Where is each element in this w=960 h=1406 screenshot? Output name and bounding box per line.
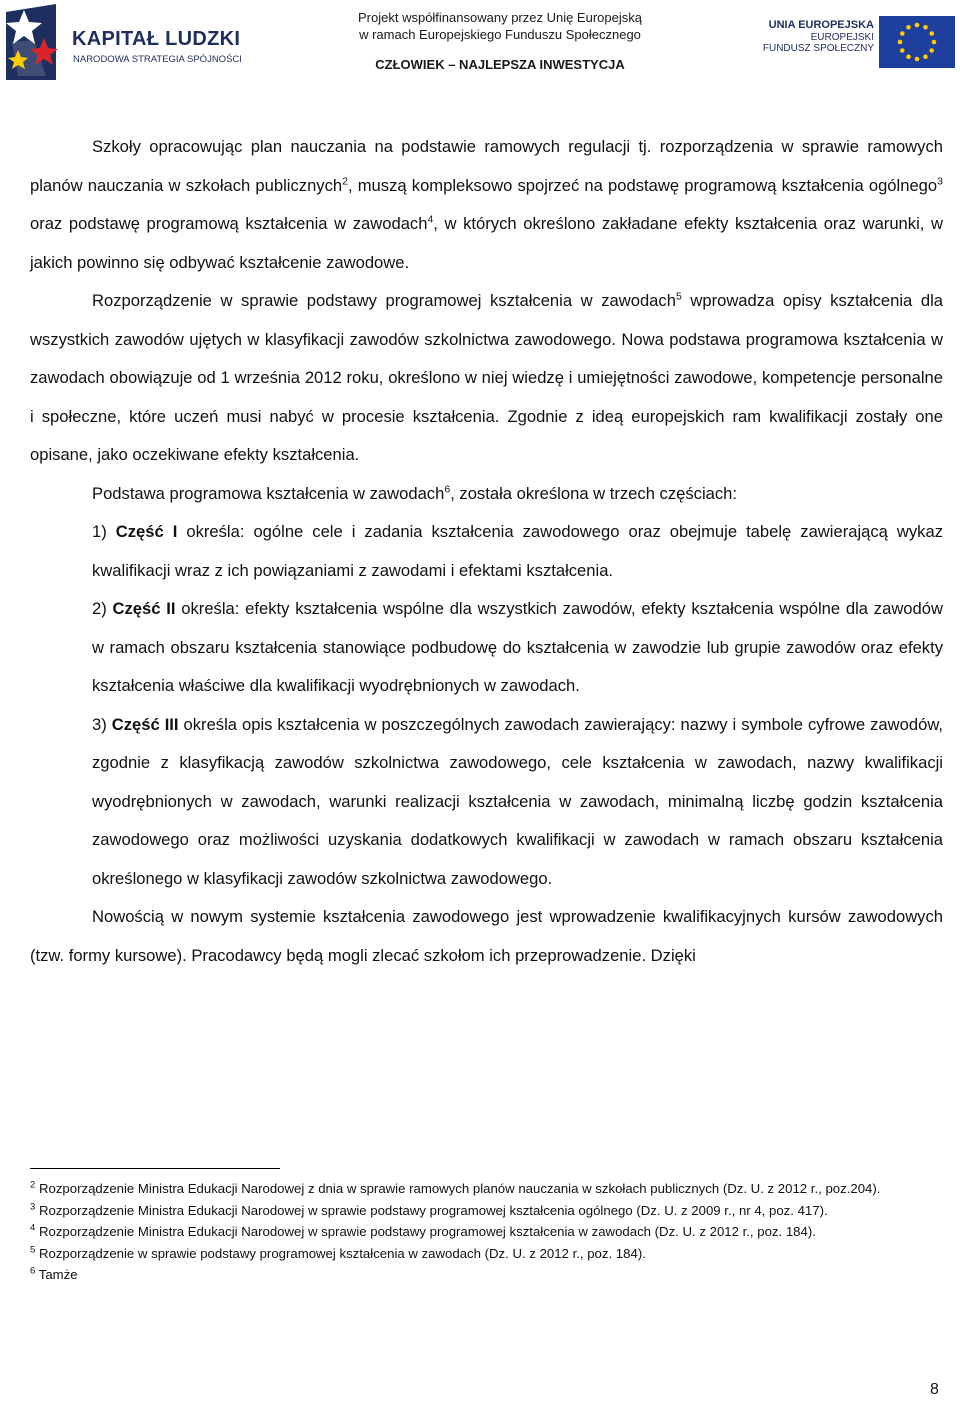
text-span: , została określona w trzech częściach: [450,483,738,503]
footnote-number: 3 [30,1201,36,1213]
footnote-ref[interactable]: 5 [675,290,682,303]
list-text: określa: efekty kształcenia wspólne dla wszystkich zawodów, efekty kształcenia wspólne dla zawodów w ramach obszaru kształcenia stanowiące podbudowę do kształcenia w zawodzie lub grupie zawodów oraz efekty kształcenia właściwe dla kwalifikacji wyodrębnionych w zawodach. [92,599,943,695]
footnote [30,1221,943,1243]
kapital-ludzki-title: KAPITAŁ LUDZKI [72,28,241,50]
footnote [30,1200,943,1222]
text-span: oraz podstawę programową kształcenia w zawodach [30,214,428,233]
footnote-separator [30,1168,280,1169]
list-number: 2) [92,599,113,618]
list-part-label: Część III [111,714,179,734]
document-body [30,128,943,975]
list-text: określa opis kształcenia w poszczególnych zawodach zawierający: nazwy i symbole cyfrowe zawodów, zgodnie z klasyfikacją zawodów szkolnictwa zawodowego, cele kształcenia w zawodach, nazwy kwalifikacji wyodrębnionych w zawodach, warunki realizacji kształcenia w zawodach, minimalną liczbę godzin kształcenia zawodowego oraz możliwości uzyskania dodatkowych kwalifikacji w zawodach w ramach obszaru kształcenia określonego w klasyfikacji zawodów szkolnictwa zawodowego. [92,714,943,888]
footnote-text: Tamże [35,1267,78,1282]
text-span: wprowadza opisy kształcenia dla wszystkich zawodów ujętych w klasyfikacji zawodów szkolnictwa zawodowego. Nowa podstawa programowa kształcenia w zawodach obowiązuje od 1 września 2012 roku, określono w niej wiedzę i umiejętności zawodowe, kompetencje personalne i społeczne, które uczeń musi nabyć w procesie kształcenia. Zgodnie z ideą europejskich ram kwalifikacji zostały one opisane, jako oczekiwane efekty kształcenia. [30,291,943,464]
list-item [30,590,943,706]
page-header [0,0,960,90]
footnote-number: 5 [30,1244,36,1256]
footnote-text: Rozporządzenie Ministra Edukacji Narodowej z dnia w sprawie ramowych planów nauczania w szkołach publicznych (Dz. U. z 2012 r., poz.204). [35,1181,881,1196]
list-number: 1) [92,522,116,541]
text-span: Szkoły opracowując plan nauczania na podstawie ramowych regulacji tj. rozporządzenia w sprawie ramowych planów nauczania w szkołach publicznych [30,137,943,195]
footnote-number: 2 [30,1179,36,1191]
eu-line-3: FUNDUSZ SPOŁECZNY [762,43,874,54]
eu-flag-icon [879,16,955,68]
footnote-ref[interactable]: 2 [342,174,348,187]
footnote [30,1243,943,1265]
footnote-ref[interactable]: 4 [427,213,434,226]
list-number: 3) [92,714,112,734]
list-item [30,706,943,899]
eu-logo-text [744,20,874,55]
list-text: określa: ogólne cele i zadania kształcenia zawodowego oraz obejmuje tabelę zawierającą wykaz kwalifikacji wraz z ich powiązaniami z zawodami i efektami kształcenia. [92,522,944,580]
text-span: , w których określono zakładane efekty kształcenia oraz warunki, w jakich powinno się odbywać kształcenie zawodowe. [30,214,943,272]
footnote [30,1178,943,1200]
eu-line-2: EUROPEJSKI [810,31,874,43]
footnote [30,1264,943,1286]
project-line-1: Projekt współfinansowany przez Unię Europejską [358,10,642,25]
list-item [30,513,943,590]
project-info [300,9,700,73]
list-part-label: Część I [115,522,178,541]
eu-line-1: UNIA EUROPEJSKA [768,19,874,31]
footnote-text: Rozporządzenie Ministra Edukacji Narodowej w sprawie podstawy programowej kształcenia w zawodach (Dz. U. z 2012 r., poz. 184). [35,1224,816,1239]
footnote-number: 4 [30,1222,36,1234]
paragraph-1 [30,128,943,282]
project-slogan: CZŁOWIEK – NAJLEPSZA INWESTYCJA [375,57,625,72]
footnote-ref[interactable]: 6 [444,482,451,495]
page-number: 8 [930,1381,939,1398]
text-span: , muszą kompleksowo spojrzeć na podstawę programową kształcenia ogólnego [347,175,938,195]
footnote-text: Rozporządzenie Ministra Edukacji Narodowej w sprawie podstawy programowej kształcenia ogólnego (Dz. U. z 2009 r., nr 4, poz. 417). [35,1202,828,1218]
footnote-number: 6 [30,1265,36,1277]
paragraph-2 [30,282,943,475]
kapital-ludzki-subtitle: NARODOWA STRATEGIA SPÓJNOŚCI [73,54,242,65]
project-line-2: w ramach Europejskiego Funduszu Społecznego [359,27,641,42]
paragraph-3 [30,475,943,514]
footnotes [30,1178,943,1286]
text-span: Rozporządzenie w sprawie podstawy programowej kształcenia w zawodach [92,291,676,310]
footnote-ref[interactable]: 3 [937,174,943,187]
paragraph-4: Nowością w nowym systemie kształcenia zawodowego jest wprowadzenie kwalifikacyjnych kursów zawodowych (tzw. formy kursowe). Pracodawcy będą mogli zlecać szkołom ich przeprowadzenie. Dzięki [30,907,943,965]
list-part-label: Część II [112,599,176,618]
text-span: Podstawa programowa kształcenia w zawodach [92,483,445,503]
footnote-text: Rozporządzenie w sprawie podstawy programowej kształcenia w zawodach (Dz. U. z 2012 r., poz. 184). [35,1245,646,1261]
